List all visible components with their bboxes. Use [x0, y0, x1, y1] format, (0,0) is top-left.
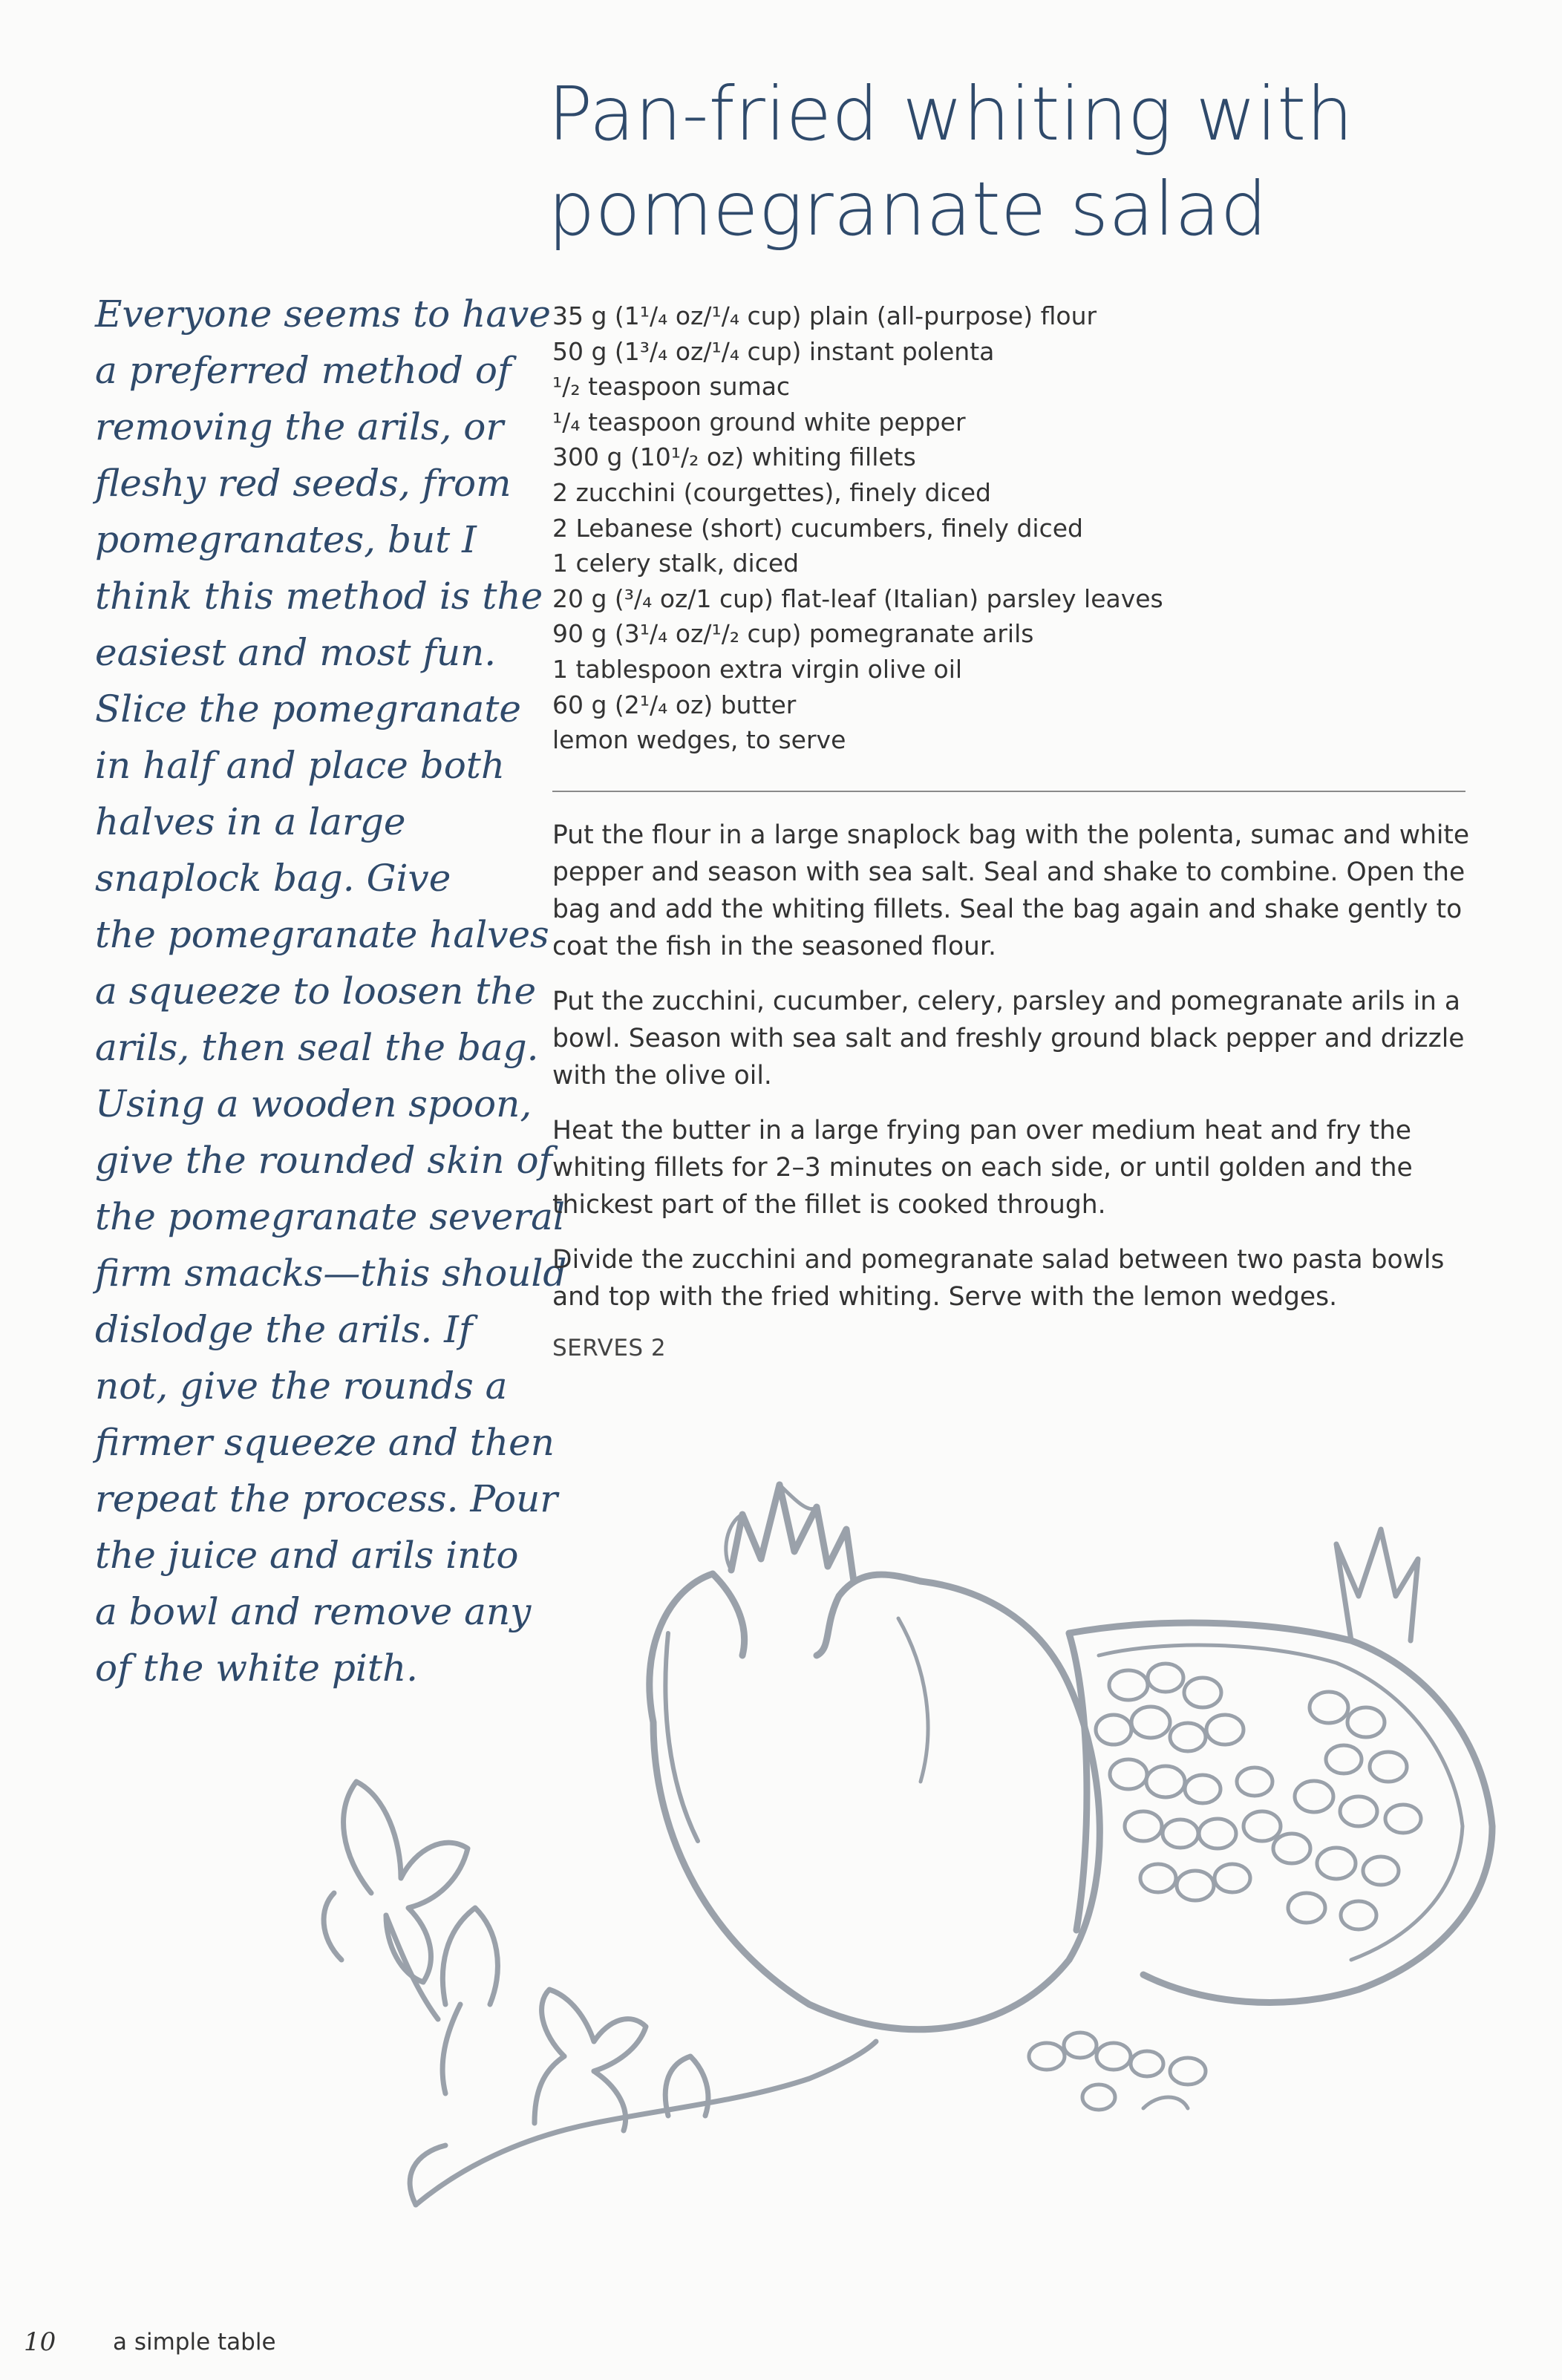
note-line: Everyone seems to have: [95, 292, 552, 336]
ingredient-item: 1 tablespoon extra virgin olive oil: [552, 654, 963, 684]
ingredient-item: ¹/₂ teaspoon sumac: [552, 372, 791, 402]
method-step: Divide the zucchini and pomegranate salad between two pasta bowls and top with the fried whiting. Serve with the lemon wedges.: [552, 1245, 1445, 1312]
ingredient-item: 35 g (1¹/₄ oz/¹/₄ cup) plain (all-purpose) flour: [552, 301, 1097, 330]
ingredient-item: 60 g (2¹/₄ oz) butter: [552, 690, 797, 719]
note-line: not, give the rounds a: [95, 1364, 508, 1408]
note-line: think this method is the: [95, 575, 543, 618]
note-line: repeat the process. Pour: [95, 1477, 558, 1520]
ingredient-item: 2 zucchini (courgettes), finely diced: [552, 477, 991, 507]
ingredient-item: 1 celery stalk, diced: [552, 549, 800, 578]
note-line: pomegranates, but I: [95, 518, 477, 561]
note-line: firmer squeeze and then: [95, 1421, 555, 1464]
note-line: the pomegranate several: [95, 1195, 565, 1238]
note-line: a bowl and remove any: [95, 1590, 532, 1633]
note-line: arils, then seal the bag.: [95, 1026, 539, 1069]
note-line: dislodge the arils. If: [95, 1308, 473, 1351]
serves-label: SERVES 2: [552, 1335, 667, 1361]
ingredient-item: lemon wedges, to serve: [552, 725, 846, 755]
note-line: a preferred method of: [95, 349, 512, 392]
note-line: firm smacks—this should: [95, 1252, 567, 1295]
note-line: of the white pith.: [95, 1647, 419, 1690]
ingredient-item: 50 g (1³/₄ oz/¹/₄ cup) instant polenta: [552, 336, 995, 366]
page-number: 10: [24, 2327, 56, 2357]
note-line: halves in a large: [95, 800, 406, 843]
pomegranate-whole-icon: [650, 1485, 1100, 2030]
note-line: removing the arils, or: [95, 405, 504, 448]
note-line: snaplock bag. Give: [95, 857, 451, 900]
method-step: Put the zucchini, cucumber, celery, parsley and pomegranate arils in a bowl. Season with sea salt and freshly ground black pepper and drizzle with the olive oil.: [552, 987, 1465, 1091]
ingredient-item: 2 Lebanese (short) cucumbers, finely diced: [552, 513, 1083, 543]
ingredient-item: 20 g (³/₄ oz/1 cup) flat-leaf (Italian) parsley leaves: [552, 583, 1163, 613]
note-line: give the rounded skin of: [95, 1139, 553, 1182]
ingredient-item: ¹/₄ teaspoon ground white pepper: [552, 407, 966, 437]
ingredient-item: 90 g (3¹/₄ oz/¹/₂ cup) pomegranate arils: [552, 619, 1034, 649]
note-line: fleshy red seeds, from: [95, 462, 512, 505]
note-line: the juice and arils into: [95, 1534, 519, 1577]
pomegranate-half-icon: [1069, 1529, 1492, 2002]
note-line: a squeeze to loosen the: [95, 970, 537, 1013]
note-line: easiest and most fun.: [95, 631, 497, 674]
method-step: Put the flour in a large snaplock bag with the polenta, sumac and white pepper and season with sea salt. Seal and shake to combine. Open the bag and add the whiting fillets. Seal the bag again and shake gently to coat the fish in the seasoned flour.: [552, 820, 1470, 961]
note-line: in half and place both: [95, 744, 506, 787]
note-line: the pomegranate halves: [95, 913, 549, 956]
note-line: Using a wooden spoon,: [95, 1082, 532, 1125]
book-title-footer: a simple table: [113, 2329, 276, 2356]
recipe-title-line: Pan-fried whiting with: [548, 71, 1353, 157]
method-step: Heat the butter in a large frying pan over medium heat and fry the whiting fillets for 2–3 minutes on each side, or until golden and the thickest part of the fillet is cooked through.: [552, 1116, 1413, 1220]
note-line: Slice the pomegranate: [95, 687, 522, 730]
ingredient-item: 300 g (10¹/₂ oz) whiting fillets: [552, 442, 916, 472]
recipe-title-line: pomegranate salad: [548, 166, 1268, 252]
